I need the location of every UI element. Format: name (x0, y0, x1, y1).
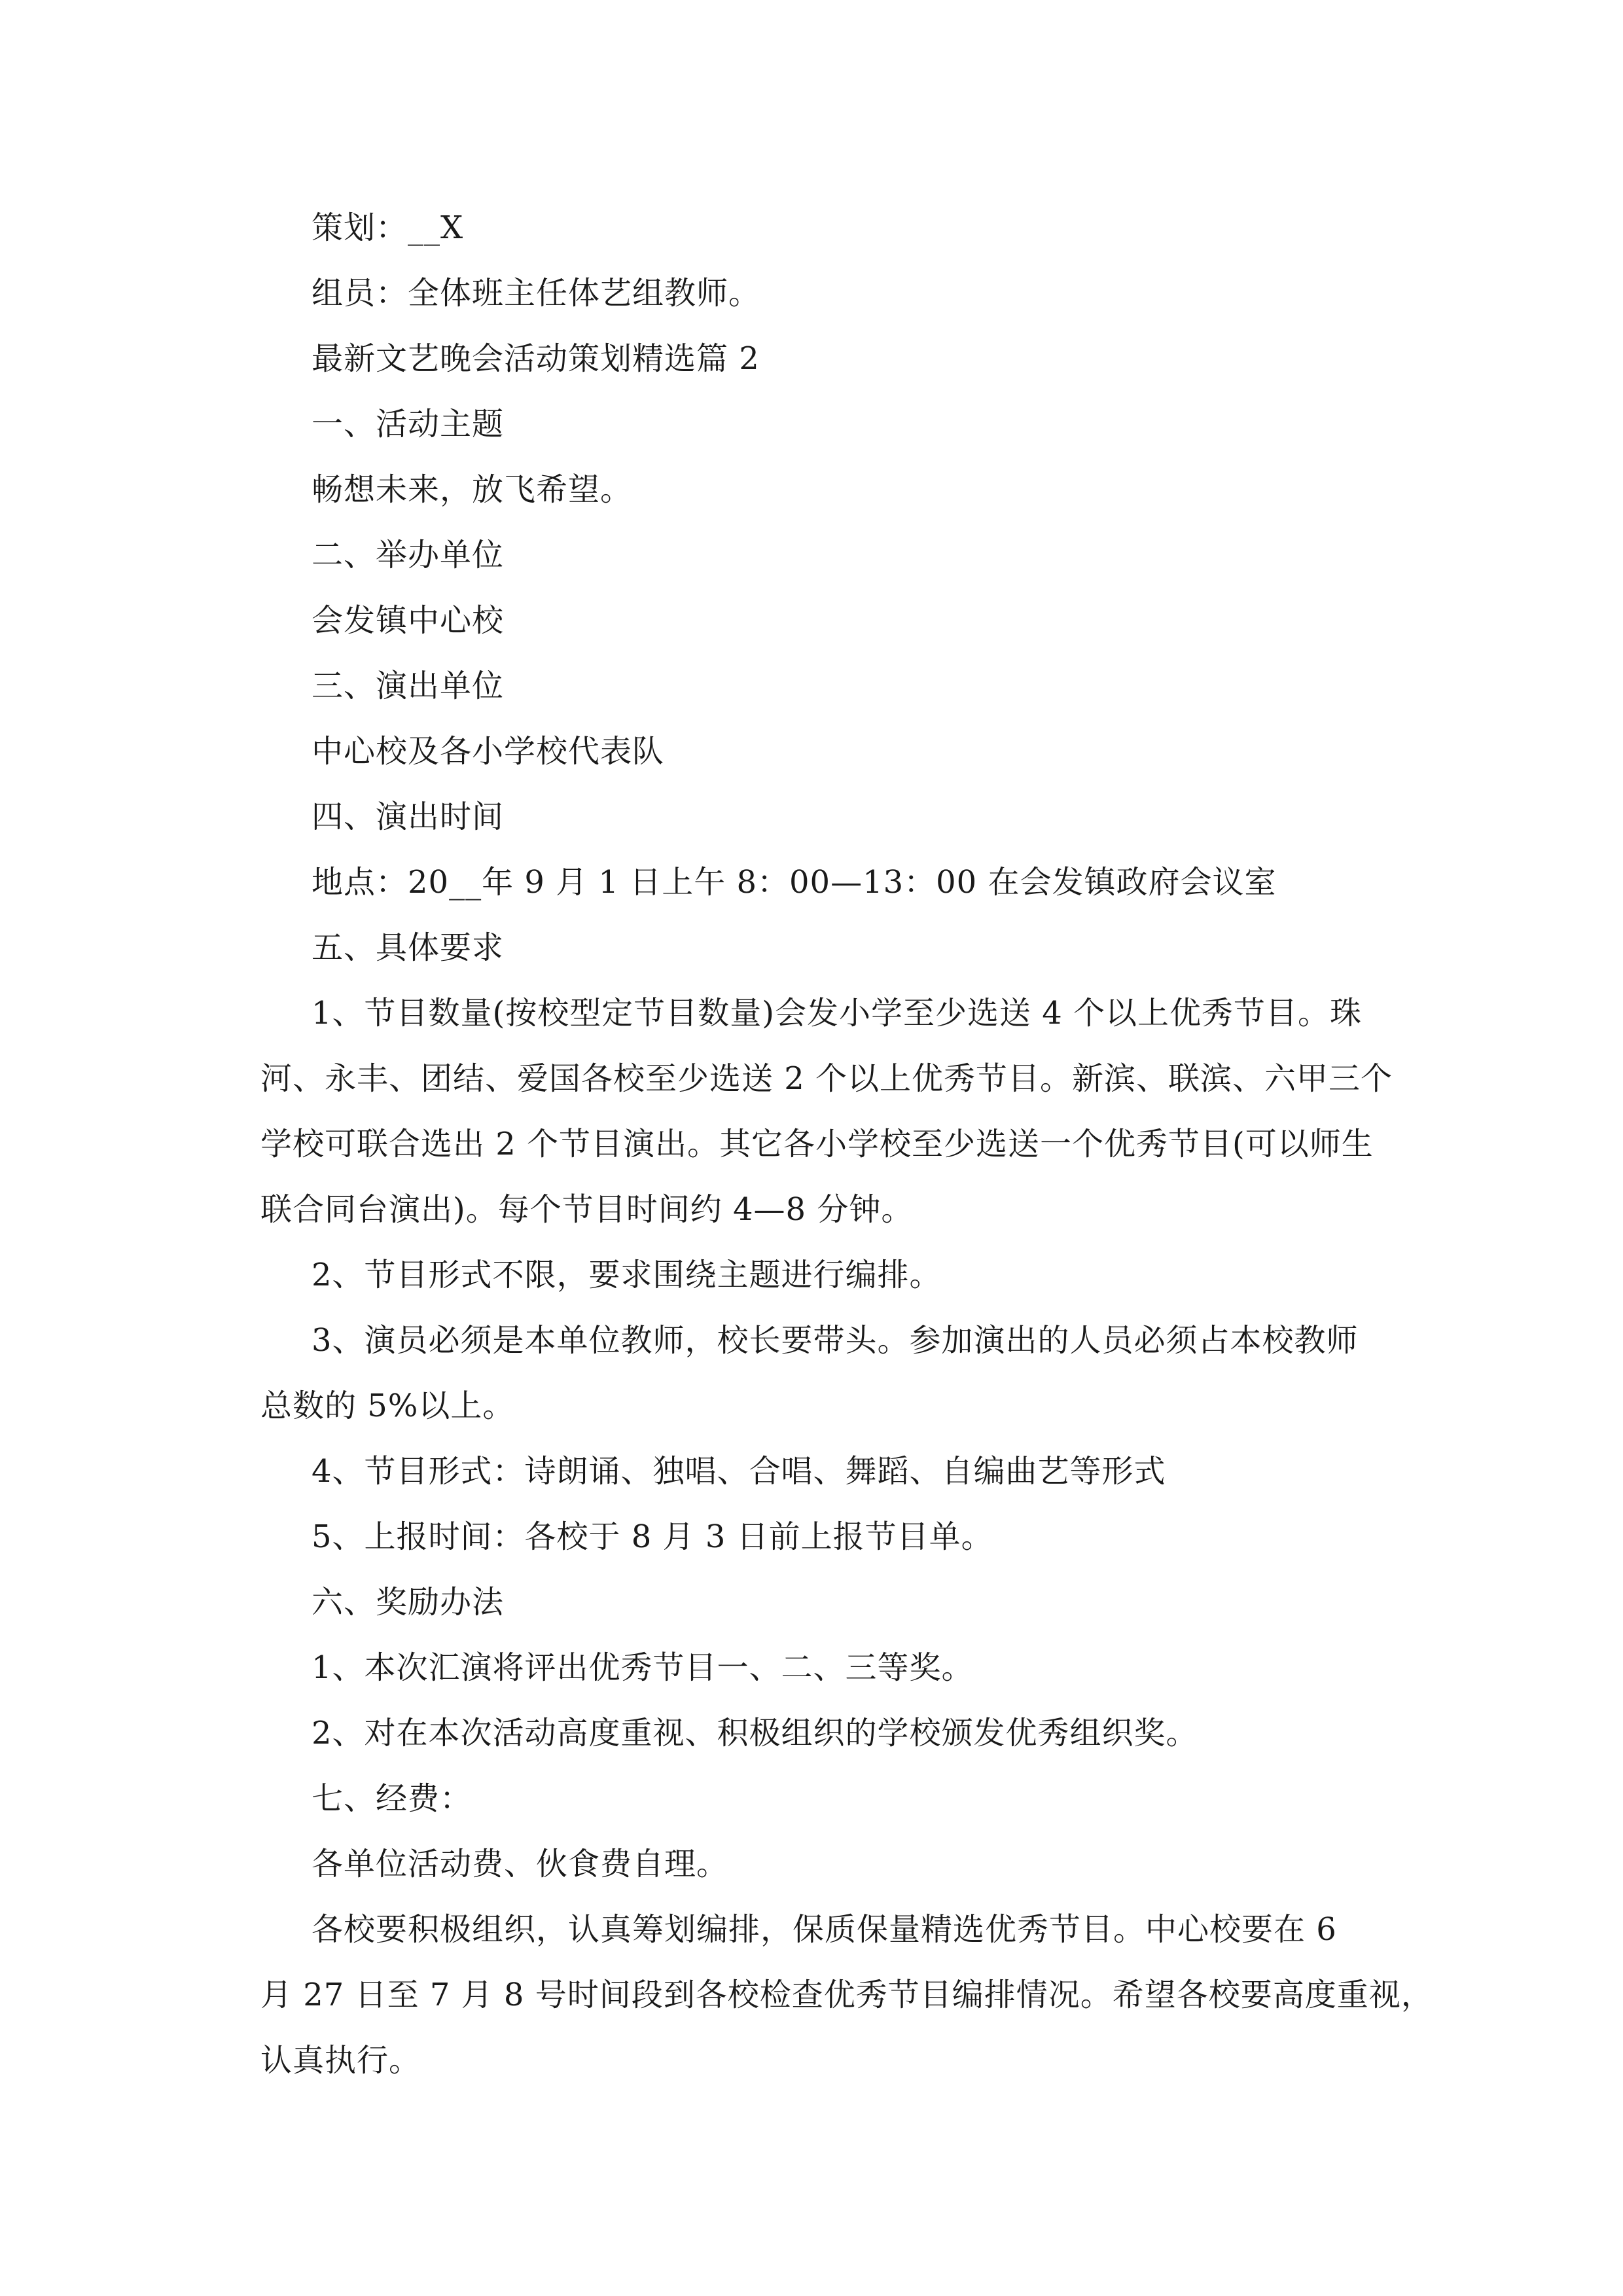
requirement-5: 5、上报时间：各校于 8 月 3 日前上报节目单。 (312, 1518, 993, 1555)
heading-requirements: 五、具体要求 (312, 929, 505, 966)
requirement-1-paragraph (260, 980, 1395, 1242)
time-location-text: 地点：20__年 9 月 1 日上午 8：00—13：00 在会发镇政府会议室 (312, 864, 1277, 901)
requirement-4: 4、节目形式：诗朗诵、独唱、合唱、舞蹈、自编曲艺等形式 (312, 1453, 1166, 1490)
closing-line-3: 认真执行。 (260, 2042, 421, 2079)
heading-performers: 三、演出单位 (312, 668, 505, 704)
award-1: 1、本次汇演将评出优秀节目一、二、三等奖。 (312, 1649, 974, 1686)
performers-text: 中心校及各小学校代表队 (312, 733, 665, 770)
closing-paragraph (260, 1897, 1433, 2093)
heading-time: 四、演出时间 (312, 798, 505, 835)
requirement-3-line-1: 3、演员必须是本单位教师，校长要带头。参加演出的人员必须占本校教师 (312, 1322, 1359, 1359)
heading-theme: 一、活动主题 (312, 406, 505, 442)
requirement-1-line-3: 学校可联合选出 2 个节目演出。其它各小学校至少选送一个优秀节目(可以师生 (260, 1126, 1374, 1162)
requirement-1-line-2: 河、永丰、团结、爱国各校至少选送 2 个以上优秀节目。新滨、联滨、六甲三个 (260, 1060, 1393, 1097)
document-body (260, 195, 1433, 2093)
article-title: 最新文艺晚会活动策划精选篇 2 (312, 340, 760, 377)
theme-text: 畅想未来，放飞希望。 (312, 471, 633, 508)
organizer-text: 会发镇中心校 (312, 602, 505, 639)
requirement-3-paragraph (260, 1308, 1395, 1439)
award-2: 2、对在本次活动高度重视、积极组织的学校颁发优秀组织奖。 (312, 1715, 1198, 1751)
closing-line-2: 月 27 日至 7 月 8 号时间段到各校检查优秀节目编排情况。希望各校要高度重视， (260, 1977, 1433, 2013)
requirement-3-line-2: 总数的 5%以上。 (260, 1388, 515, 1424)
heading-awards: 六、奖励办法 (312, 1584, 505, 1621)
requirement-1-line-1: 1、节目数量(按校型定节目数量)会发小学至少选送 4 个以上优秀节目。珠 (312, 995, 1363, 1031)
requirement-2: 2、节目形式不限，要求围绕主题进行编排。 (312, 1257, 942, 1293)
closing-line-1: 各校要积极组织，认真筹划编排，保质保量精选优秀节目。中心校要在 6 (312, 1911, 1337, 1948)
heading-organizer: 二、举办单位 (312, 537, 505, 573)
planner-line: 策划：__X (312, 209, 464, 246)
requirement-1-line-4: 联合同台演出)。每个节目时间约 4—8 分钟。 (260, 1191, 914, 1228)
heading-funding: 七、经费： (312, 1780, 473, 1817)
funding-text: 各单位活动费、伙食费自理。 (312, 1846, 729, 1882)
team-members-line: 组员：全体班主任体艺组教师。 (312, 275, 761, 312)
